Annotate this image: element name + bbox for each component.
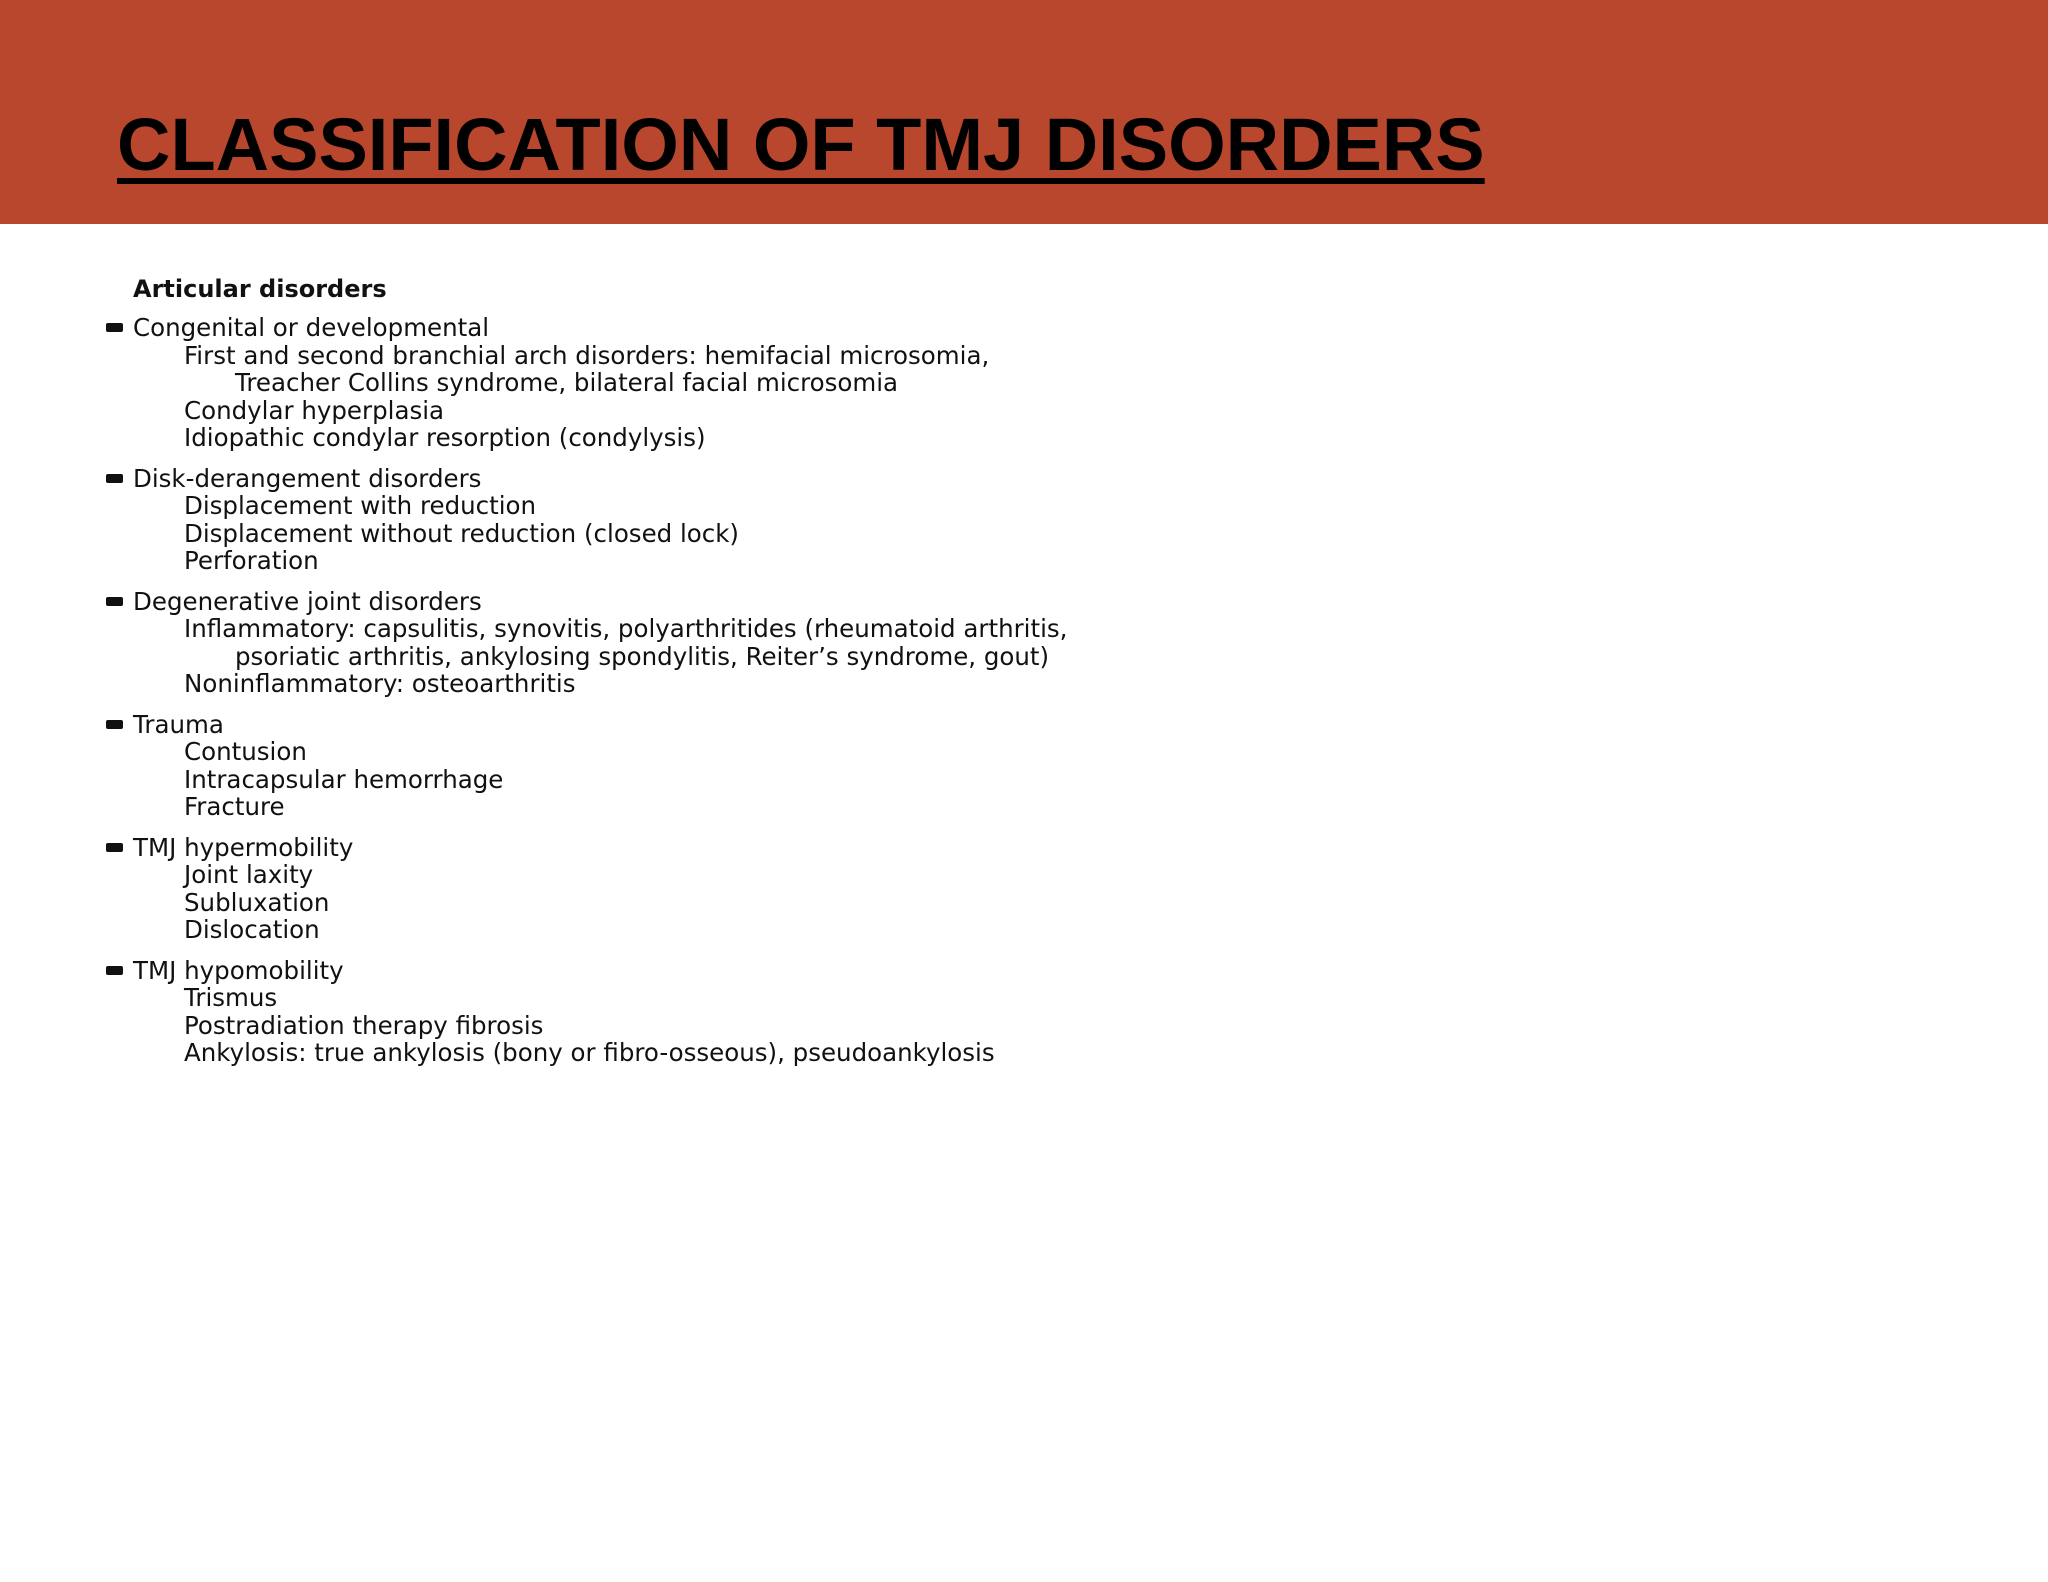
list-item: Noninflammatory: osteoarthritis [184, 669, 576, 698]
bullet-icon [106, 323, 123, 332]
list-item: Dislocation [184, 915, 320, 944]
group-hypomobility [106, 957, 1306, 1067]
group-label: Congenital or developmental [133, 313, 490, 342]
bullet-icon [106, 966, 123, 975]
group-label: Disk-derangement disorders [133, 463, 482, 493]
group-label: TMJ hypermobility [133, 832, 354, 862]
list-item: Fracture [184, 792, 285, 821]
group-congenital [106, 314, 1306, 452]
list-item: Postradiation therapy fibrosis [184, 1010, 544, 1040]
classification-list [106, 272, 1306, 1080]
list-item: Condylar hyperplasia [184, 395, 445, 425]
bullet-icon [106, 474, 123, 483]
list-item: Ankylosis: true ankylosis (bony or fibro-osseous), pseudoankylosis [184, 1038, 995, 1067]
list-item: First and second branchial arch disorders: hemifacial microsomia, [184, 340, 990, 370]
list-item: Contusion [184, 737, 307, 766]
list-item: Joint laxity [184, 860, 314, 889]
group-heading [106, 957, 1306, 985]
slide-title: CLASSIFICATION OF TMJ DISORDERS [117, 103, 1485, 186]
list-item: Intracapsular hemorrhage [184, 764, 504, 794]
list-item: Displacement with reduction [184, 491, 537, 520]
group-degenerative [106, 588, 1306, 698]
group-trauma [106, 711, 1306, 821]
list-item: Idiopathic condylar resorption (condylysis) [184, 423, 706, 452]
group-heading [106, 834, 1306, 862]
list-item: Inflammatory: capsulitis, synovitis, polyarthritides (rheumatoid arthritis, [184, 614, 1068, 643]
group-disk-derangement [106, 465, 1306, 575]
bullet-icon [106, 597, 123, 606]
bullet-icon [106, 720, 123, 729]
list-item: Trismus [184, 983, 278, 1012]
group-hypermobility [106, 834, 1306, 944]
list-item: Subluxation [184, 887, 330, 917]
group-label: TMJ hypomobility [133, 955, 344, 985]
bullet-icon [106, 843, 123, 852]
group-heading [106, 588, 1306, 616]
list-item-continuation: Treacher Collins syndrome, bilateral facial microsomia [235, 368, 899, 397]
group-heading [106, 465, 1306, 493]
group-label: Degenerative joint disorders [133, 586, 482, 616]
list-item-continuation: psoriatic arthritis, ankylosing spondylitis, Reiter’s syndrome, gout) [235, 641, 1050, 671]
list-item: Perforation [184, 546, 319, 575]
group-heading [106, 314, 1306, 342]
section-heading: Articular disorders [133, 275, 387, 303]
group-heading [106, 711, 1306, 739]
list-item: Displacement without reduction (closed lock) [184, 518, 739, 548]
group-label: Trauma [133, 709, 224, 739]
